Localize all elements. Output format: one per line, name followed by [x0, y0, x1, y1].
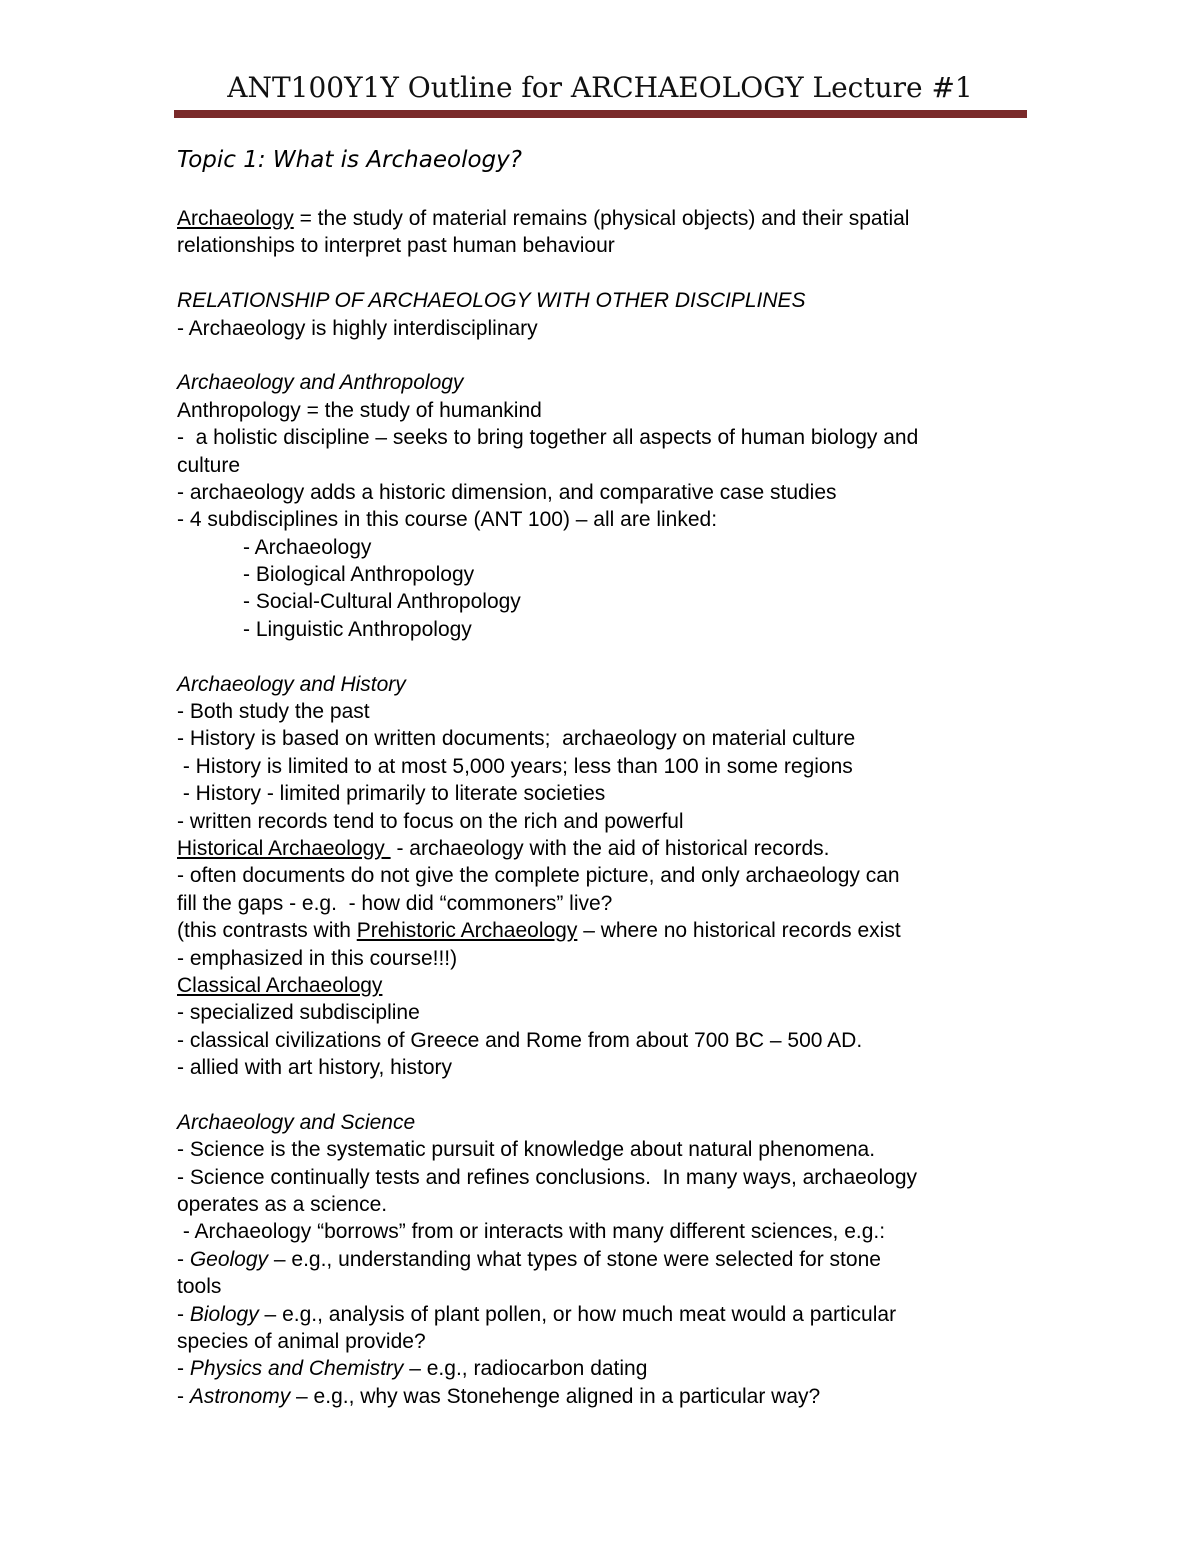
- relationship-line: - Archaeology is highly interdisciplinary: [177, 316, 538, 340]
- science-field: Astronomy: [189, 1384, 291, 1408]
- subdiscipline-item: - Biological Anthropology: [243, 563, 475, 587]
- title-rule: [174, 110, 1027, 118]
- science-heading: Archaeology and Science: [177, 1110, 416, 1134]
- history-line: - History - limited primarily to literate societies: [177, 782, 606, 806]
- science-example: - Physics and Chemistry – e.g., radiocarbon dating: [177, 1357, 648, 1381]
- science-line: - Science is the systematic pursuit of knowledge about natural phenomena.: [177, 1138, 876, 1162]
- science-line: - Archaeology “borrows” from or interacts with many different sciences, e.g.:: [177, 1220, 886, 1244]
- subdiscipline-item: - Linguistic Anthropology: [243, 617, 472, 641]
- anthropology-line: culture: [177, 453, 241, 477]
- subdiscipline-item: - Social-Cultural Anthropology: [243, 590, 521, 614]
- relationship-heading: RELATIONSHIP OF ARCHAEOLOGY WITH OTHER DISCIPLINES: [177, 289, 806, 313]
- history-line: - History is limited to at most 5,000 years; less than 100 in some regions: [177, 754, 853, 778]
- science-example: - Geology – e.g., understanding what types of stone were selected for stone: [177, 1247, 881, 1271]
- history-line: fill the gaps - e.g. - how did “commoners” live?: [177, 891, 613, 915]
- historical-archaeology-term: Historical Archaeology: [177, 836, 391, 860]
- science-example-cont: species of animal provide?: [177, 1330, 426, 1354]
- science-example-text: – e.g., why was Stonehenge aligned in a particular way?: [290, 1384, 821, 1408]
- history-heading: Archaeology and History: [177, 672, 406, 696]
- anthropology-line: Anthropology = the study of humankind: [177, 398, 542, 422]
- classical-line: - allied with art history, history: [177, 1056, 453, 1080]
- science-line: operates as a science.: [177, 1193, 388, 1217]
- prehistoric-pre: (this contrasts with: [177, 919, 357, 943]
- topic-heading: Topic 1: What is Archaeology?: [177, 147, 522, 173]
- science-line: - Science continually tests and refines conclusions. In many ways, archaeology: [177, 1165, 918, 1189]
- anthropology-heading: Archaeology and Anthropology: [177, 371, 464, 395]
- anthropology-line: - 4 subdisciplines in this course (ANT 100) – all are linked:: [177, 508, 718, 532]
- history-line: - emphasized in this course!!!): [177, 946, 458, 970]
- science-example-text: – e.g., understanding what types of stone were selected for stone: [268, 1247, 881, 1271]
- anthropology-line: - a holistic discipline – seeks to bring together all aspects of human biology and: [177, 426, 919, 450]
- science-field: Biology: [189, 1302, 259, 1326]
- document-body: [177, 142, 1047, 1410]
- science-example-text: – e.g., analysis of plant pollen, or how much meat would a particular: [258, 1302, 897, 1326]
- document-title: ANT100Y1Y Outline for ARCHAEOLOGY Lecture #1: [227, 71, 973, 104]
- science-field: Physics and Chemistry: [189, 1357, 404, 1381]
- definition-term: Archaeology: [177, 207, 294, 230]
- subdiscipline-item: - Archaeology: [243, 535, 372, 559]
- classical-line: - specialized subdiscipline: [177, 1001, 420, 1025]
- science-example-cont: tools: [177, 1275, 222, 1299]
- history-line: - Both study the past: [177, 700, 370, 724]
- classical-archaeology-term: Classical Archaeology: [177, 973, 383, 997]
- historical-archaeology-text: - archaeology with the aid of historical records.: [390, 836, 830, 860]
- prehistoric-term: Prehistoric Archaeology: [356, 919, 578, 943]
- science-example-text: – e.g., radiocarbon dating: [403, 1357, 648, 1381]
- history-line: - often documents do not give the complete picture, and only archaeology can: [177, 864, 900, 888]
- prehistoric-line: [177, 917, 1047, 944]
- historical-archaeology-line: [177, 835, 1047, 862]
- prehistoric-post: – where no historical records exist: [577, 919, 901, 943]
- science-example: - Biology – e.g., analysis of plant pollen, or how much meat would a particular: [177, 1302, 897, 1326]
- definition-line-1: [177, 205, 1047, 232]
- science-example: - Astronomy – e.g., why was Stonehenge aligned in a particular way?: [177, 1384, 821, 1408]
- history-line: - History is based on written documents; archaeology on material culture: [177, 727, 856, 751]
- science-field: Geology: [189, 1247, 269, 1271]
- classical-line: - classical civilizations of Greece and Rome from about 700 BC – 500 AD.: [177, 1028, 863, 1052]
- definition-line-2: relationships to interpret past human behaviour: [177, 234, 615, 258]
- anthropology-line: - archaeology adds a historic dimension, and comparative case studies: [177, 480, 837, 504]
- history-line: - written records tend to focus on the rich and powerful: [177, 809, 684, 833]
- definition-text-1: = the study of material remains (physical objects) and their spatial: [293, 207, 910, 230]
